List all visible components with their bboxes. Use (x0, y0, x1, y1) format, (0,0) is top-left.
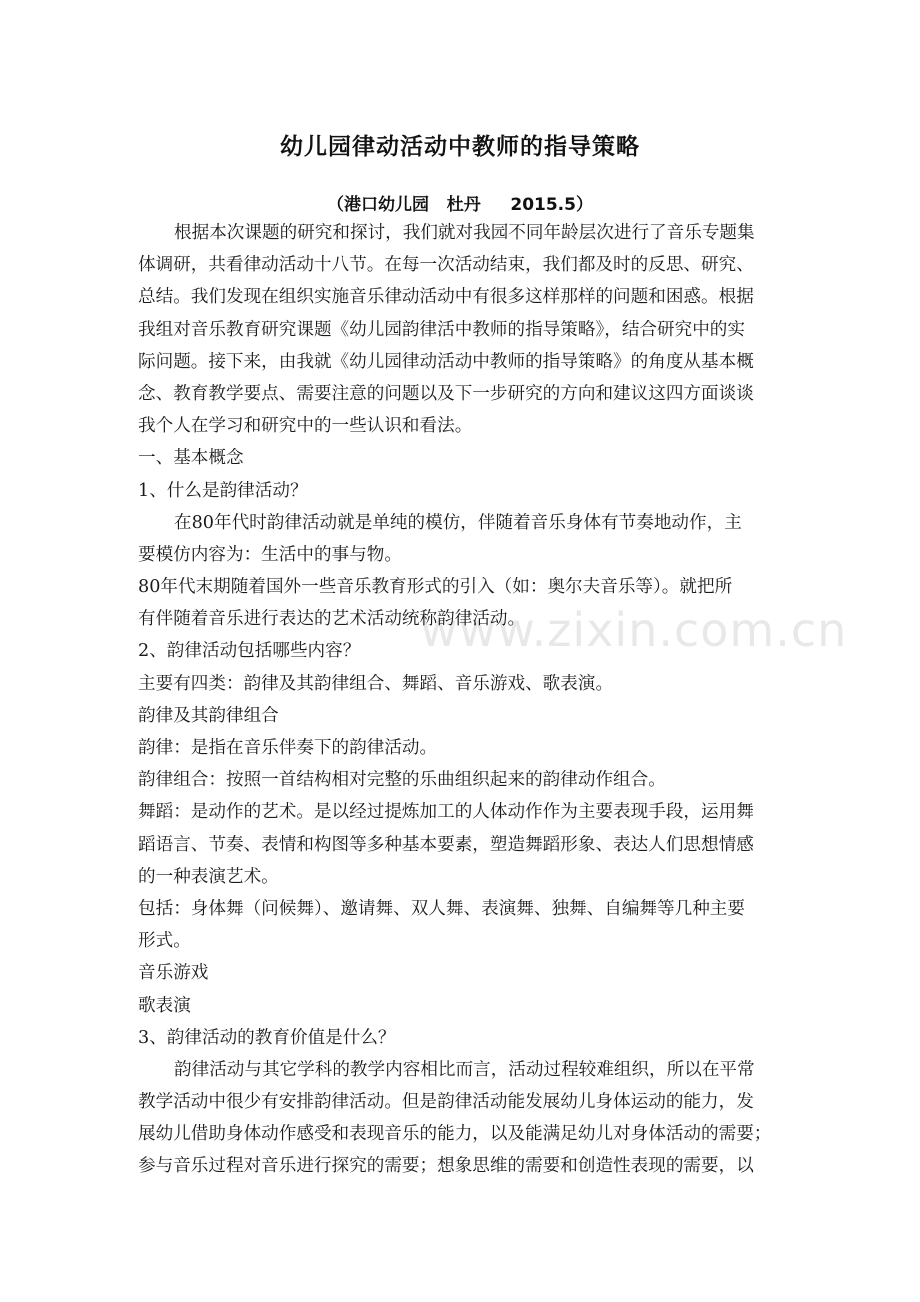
paragraph-line: 歌表演 (138, 995, 191, 1016)
subsection-heading: 3、韵律活动的教育价值是什么？ (138, 1027, 396, 1048)
paragraph-line: 体调研，共看律动活动十八节。在每一次活动结束，我们都及时的反思、研究、 (138, 255, 754, 276)
document-subtitle: （港口幼儿园 杜丹 2015.5） (327, 195, 593, 215)
subsection-heading: 1、什么是韵律活动？ (138, 480, 308, 501)
paragraph-line: 的一种表演艺术。 (138, 866, 279, 887)
paragraph-line: 音乐游戏 (138, 963, 209, 984)
paragraph-line: 我组对音乐教育研究课题《幼儿园韵律活中教师的指导策略》，结合研究中的实 (138, 319, 745, 340)
paragraph-line: 形式。 (138, 931, 191, 952)
watermark: www.zixin.com.cn (420, 603, 848, 657)
paragraph-line: 韵律组合：按照一首结构相对完整的乐曲组织起来的韵律动作组合。 (138, 770, 666, 791)
paragraph-line: 韵律及其韵律组合 (138, 705, 279, 726)
paragraph-line: 有伴随着音乐进行表达的艺术活动统称韵律活动。 (138, 609, 526, 630)
paragraph-line: 我个人在学习和研究中的一些认识和看法。 (138, 416, 473, 437)
paragraph-line: 韵律：是指在音乐伴奏下的韵律活动。 (138, 738, 438, 758)
paragraph-line: 总结。我们发现在组织实施音乐律动活动中有很多这样那样的问题和困惑。根据 (138, 287, 754, 308)
paragraph-line: 际问题。接下来，由我就《幼儿园律动活动中教师的指导策略》的角度从基本概 (138, 351, 754, 372)
paragraph-line: 教学活动中很少有安排韵律活动。但是韵律活动能发展幼儿身体运动的能力，发 (138, 1092, 754, 1113)
paragraph-line: 80年代末期随着国外一些音乐教育形式的引入（如：奥尔夫音乐等）。就把所 (138, 577, 733, 598)
paragraph-line: 参与音乐过程对音乐进行探究的需要；想象思维的需要和创造性表现的需要，以 (138, 1156, 754, 1177)
paragraph-line: 要模仿内容为：生活中的事与物。 (138, 544, 402, 565)
subsection-heading: 2、韵律活动包括哪些内容？ (138, 641, 361, 662)
paragraph-line: 舞蹈：是动作的艺术。是以经过提炼加工的人体动作作为主要表现手段，运用舞 (138, 802, 754, 823)
paragraph-line: 在80年代时韵律活动就是单纯的模仿，伴随着音乐身体有节奏地动作，主 (174, 512, 742, 533)
document-title: 幼儿园律动活动中教师的指导策略 (280, 134, 640, 160)
paragraph-line: 展幼儿借助身体动作感受和表现音乐的能力，以及能满足幼儿对身体活动的需要； (138, 1124, 772, 1145)
paragraph-line: 主要有四类：韵律及其韵律组合、舞蹈、音乐游戏、歌表演。 (138, 673, 614, 694)
section-heading: 一、基本概念 (138, 448, 244, 469)
paragraph-line: 韵律活动与其它学科的教学内容相比而言，活动过程较难组织，所以在平常 (174, 1059, 755, 1080)
paragraph-line: 念、教育教学要点、需要注意的问题以及下一步研究的方向和建议这四方面谈谈 (138, 383, 754, 404)
paragraph-line: 蹈语言、节奏、表情和构图等多种基本要素，塑造舞蹈形象、表达人们思想情感 (138, 834, 754, 855)
paragraph-line: 根据本次课题的研究和探讨，我们就对我园不同年龄层次进行了音乐专题集 (174, 223, 755, 243)
document-body (138, 217, 788, 1183)
paragraph-line: 包括：身体舞（问候舞）、邀请舞、双人舞、表演舞、独舞、自编舞等几种主要 (138, 898, 745, 919)
